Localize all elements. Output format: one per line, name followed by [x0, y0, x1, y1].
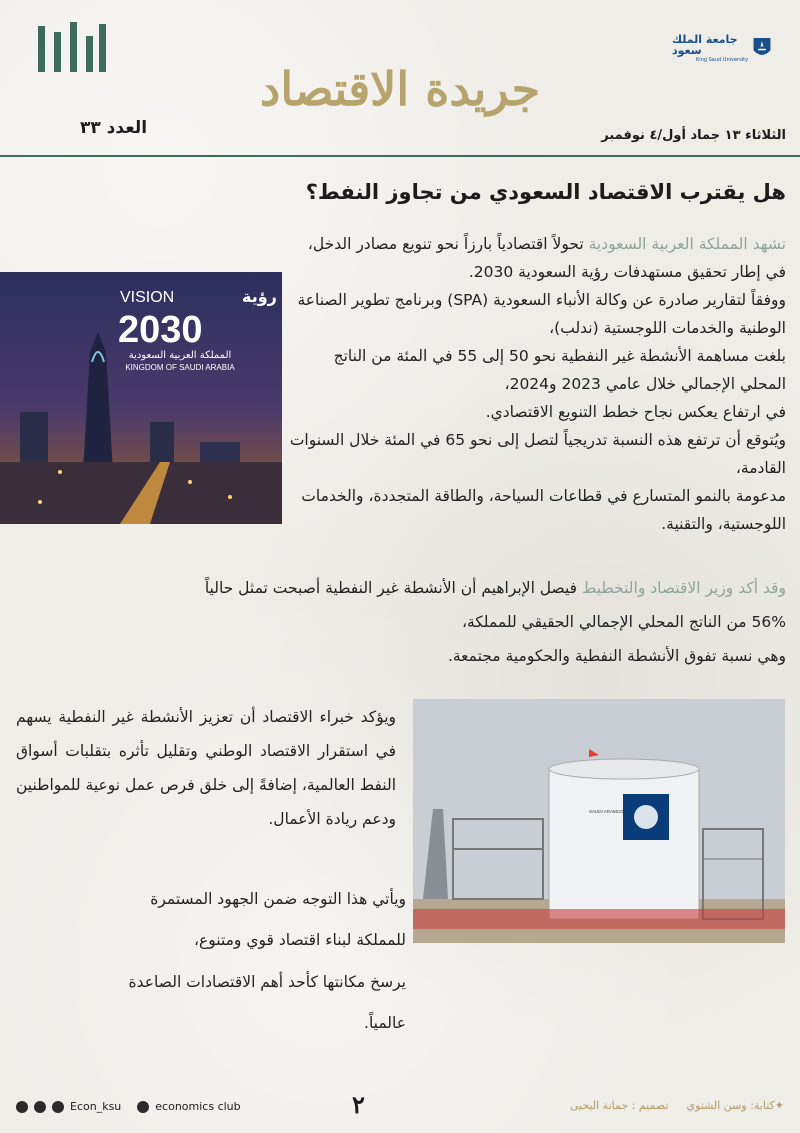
social-handle[interactable]: Econ_ksu — [70, 1100, 122, 1113]
kingdom-en: KINGDOM OF SAUDI ARABIA — [125, 363, 235, 372]
paragraph — [6, 574, 786, 602]
paragraph: ويأتي هذا التوجه ضمن الجهود المستمرة — [150, 889, 406, 908]
paragraph-text: ويُتوقع أن ترتفع هذه النسبة تدريجياً لتصل إلى نحو 65 في المئة خلال السنوات القادمة، — [289, 431, 786, 477]
paragraph-text: مدعومة بالنمو المتسارع في قطاعات السياحة، والطاقة المتجددة، والخدمات اللوجستية، والتقنية. — [301, 487, 786, 533]
paragraph-text: وهي نسبة تفوق الأنشطة النفطية والحكومية مجتمعة. — [447, 647, 786, 665]
closing-paragraph — [16, 870, 406, 1052]
x-twitter-icon[interactable] — [16, 1101, 28, 1113]
paragraph-text: في ارتفاع يعكس نجاح خطط التنويع الاقتصادي. — [485, 403, 786, 421]
masthead-title: جريدة الاقتصاد — [259, 62, 541, 116]
paragraph: يرسخ مكانتها كأحد أهم الاقتصادات الصاعدة — [128, 972, 406, 991]
issue-number: العدد ٣٣ — [80, 118, 148, 138]
ksu-name-en: King Saud University — [696, 56, 749, 63]
paragraph — [286, 286, 786, 342]
paragraph — [286, 398, 786, 426]
paragraph — [286, 426, 786, 482]
paragraph — [6, 608, 786, 636]
kingdom-ar: المملكة العربية السعودية — [128, 350, 232, 361]
page-number: ٢ — [352, 1090, 365, 1119]
ksu-name-ar: جامعة الملك سعود — [672, 32, 738, 57]
aramco-facility-image — [413, 699, 785, 943]
paragraph-text: تحولاً اقتصادياً بارزاً نحو تنويع مصادر الدخل، في إطار تحقيق مستهدفات رؤية السعودية 2030. — [307, 235, 786, 281]
design-credit: تصميم : جمانة اليحيى — [569, 1099, 669, 1112]
paragraph — [286, 342, 786, 398]
paragraph: للمملكة لبناء اقتصاد قوي ومتنوع، — [194, 931, 406, 949]
footer-credits — [570, 1099, 784, 1112]
tiktok-icon[interactable] — [34, 1101, 46, 1113]
ksu-emblem-icon — [752, 33, 772, 63]
paragraph — [286, 482, 786, 538]
issue-date: الثلاثاء ١٣ جماد أول/٤ نوفمبر — [601, 128, 786, 143]
article-headline: هل يقترب الاقتصاد السعودي من تجاوز النفط؟ — [305, 180, 786, 204]
paragraph-text: 56% من الناتج المحلي الإجمالي الحقيقي للمملكة، — [461, 613, 786, 631]
vision-2030-image — [0, 272, 282, 524]
experts-paragraph: ويؤكد خبراء الاقتصاد أن تعزيز الأنشطة غير النفطية يسهم في استقرار الاقتصاد الوطني وتقليل تأثره بتقلبات أسواق النفط العالمية، إضافةً إلى خلق فرص عمل نوعية للمواطنين ودعم ريادة الأعمال. — [16, 708, 396, 828]
writer-credit: ✦كتابة: وسن الشتوي — [686, 1099, 784, 1112]
vision-label: VISION — [120, 289, 175, 306]
vision-label-ar: رؤية — [242, 287, 277, 306]
paragraph — [286, 230, 786, 286]
paragraph-text: ووفقاً لتقارير صادرة عن وكالة الأنباء السعودية (SPA) وبرنامج تطوير الصناعة الوطنية والخدمات اللوجستية (ندلب)، — [297, 291, 786, 337]
highlight-text: وقد أكد وزير الاقتصاد والتخطيط — [582, 579, 786, 597]
tank-label: SAUDI ARAMCO — [589, 809, 624, 814]
paragraph — [6, 642, 786, 670]
article-intro — [286, 230, 786, 538]
instagram-icon[interactable] — [52, 1101, 64, 1113]
paragraph-text: فيصل الإبراهيم أن الأنشطة غير النفطية أصبحت تمثل حالياً — [204, 579, 582, 597]
club-name[interactable]: economics club — [155, 1100, 241, 1113]
header-divider — [0, 155, 800, 157]
linkedin-icon[interactable] — [137, 1101, 149, 1113]
footer-social — [16, 1100, 241, 1113]
vision-year: 2030 — [118, 309, 203, 351]
paragraph: عالمياً. — [364, 1014, 406, 1032]
highlight-text: تشهد المملكة العربية السعودية — [588, 235, 786, 253]
paragraph-text: بلغت مساهمة الأنشطة غير النفطية نحو 50 إلى 55 في المئة من الناتج المحلي الإجمالي خلال عامي 2023 و2024، — [333, 347, 786, 393]
minister-statement — [6, 574, 786, 670]
